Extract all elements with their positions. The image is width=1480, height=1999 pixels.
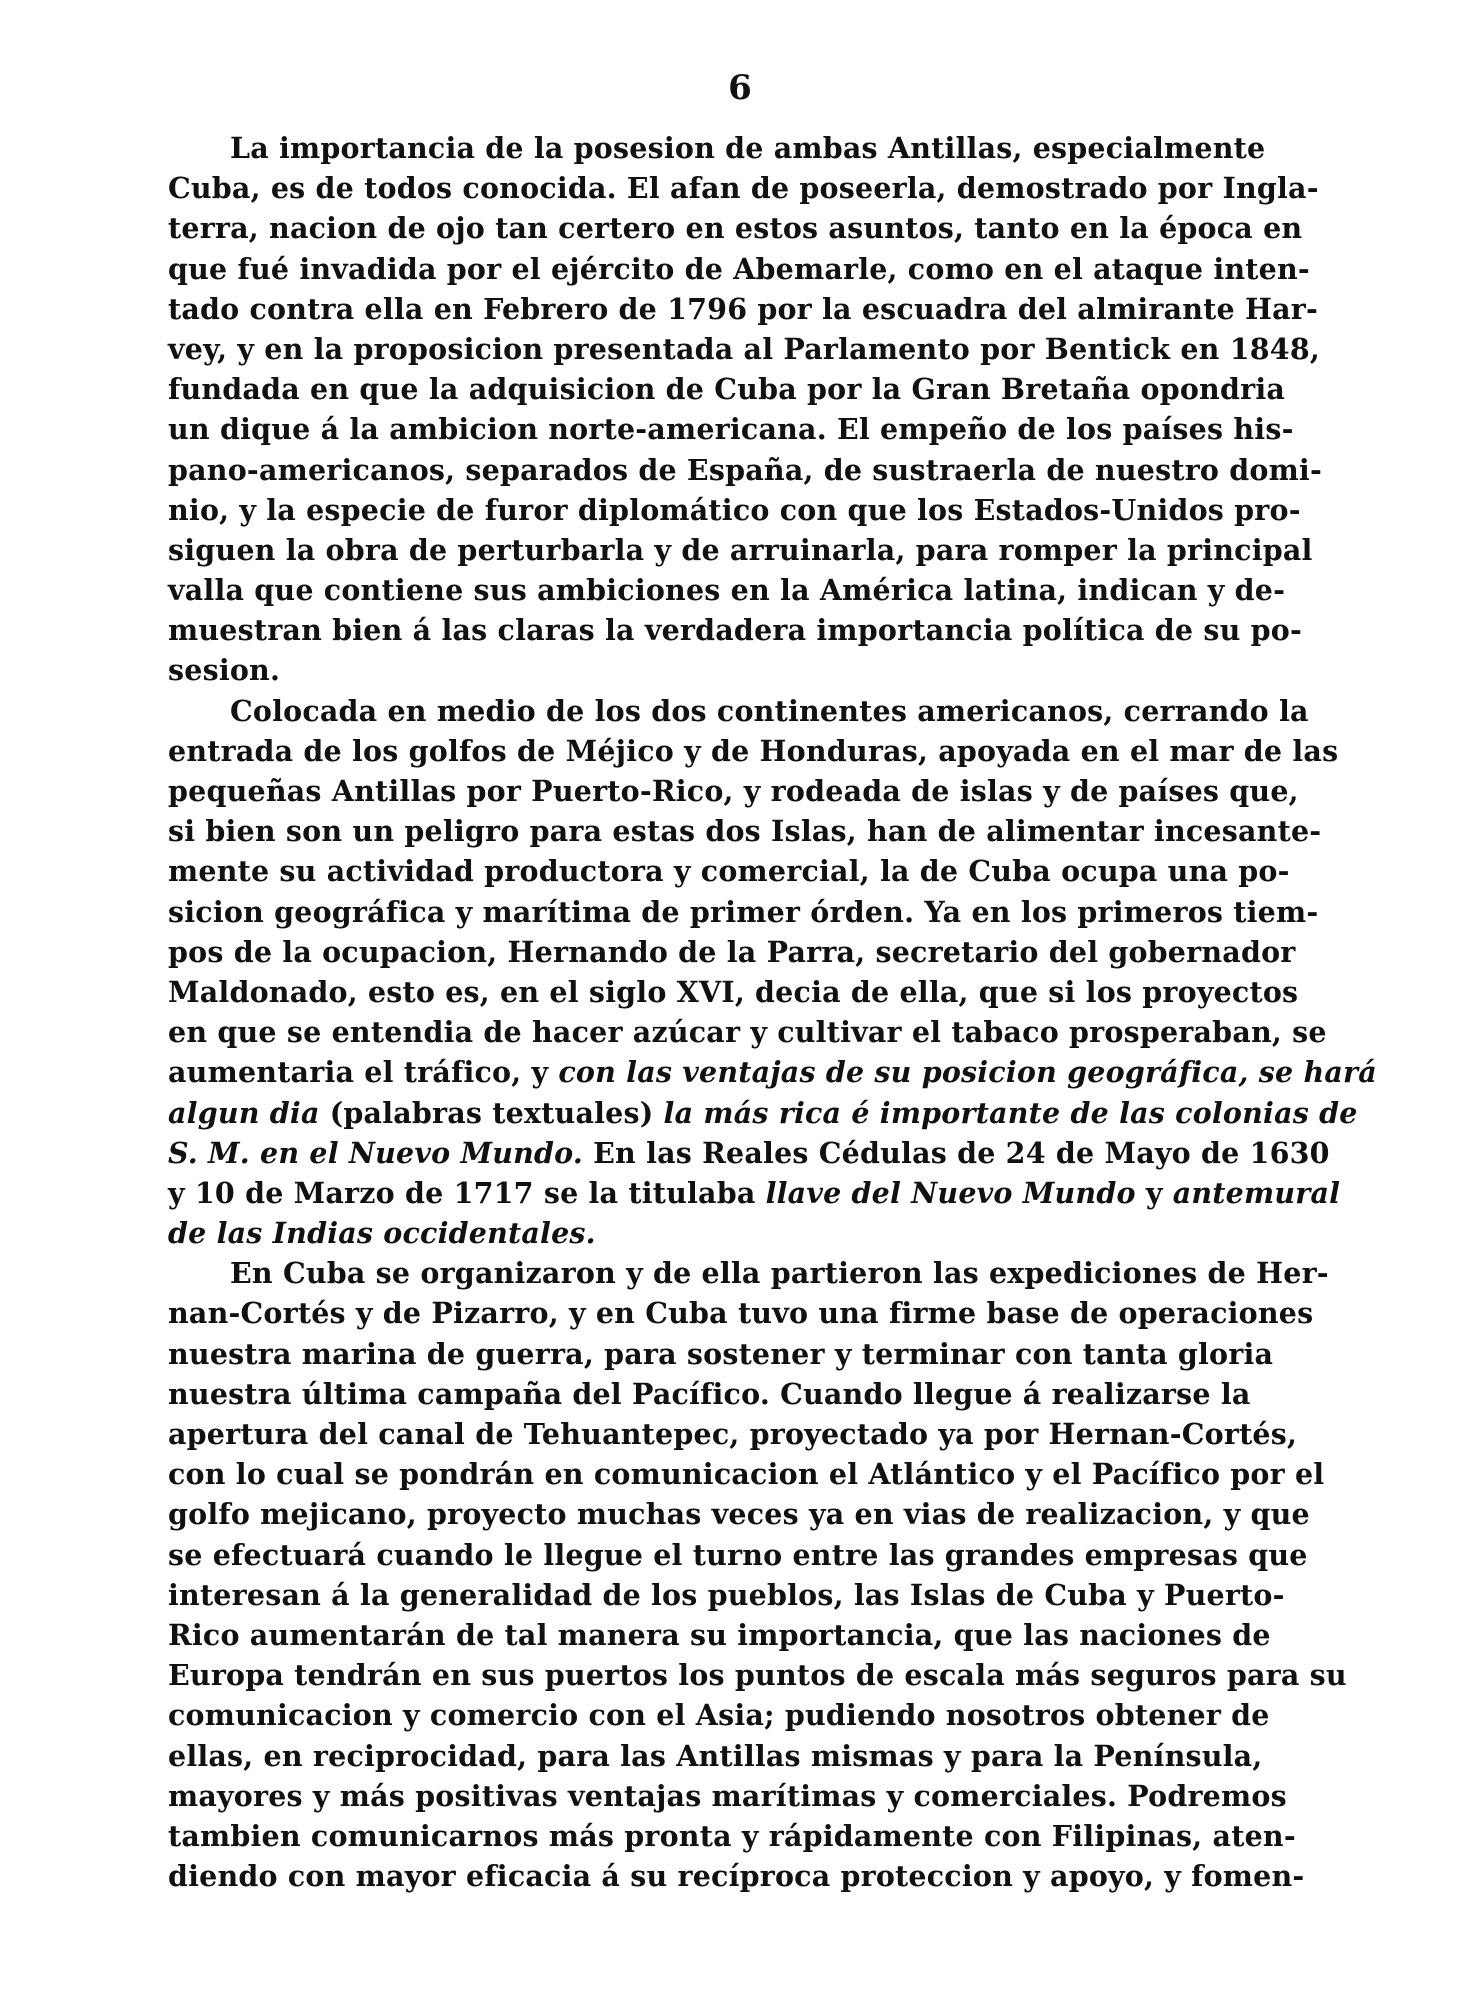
text-line: nuestra última campaña del Pacífico. Cuando llegue á realizarse la — [168, 1376, 1251, 1411]
text-line: fundada en que la adquisicion de Cuba por la Gran Bretaña opondria — [168, 372, 1286, 407]
text-line: tambien comunicarnos más pronta y rápidamente con Filipinas, aten- — [168, 1818, 1296, 1853]
text-line: un dique á la ambicion norte-americana. El empeño de los países his- — [168, 412, 1294, 447]
text-line: mente su actividad productora y comercial, la de Cuba ocupa una po- — [168, 854, 1290, 889]
text-line — [168, 1213, 1230, 1253]
text-line: sesion. — [168, 653, 281, 688]
body-text — [168, 128, 1377, 1896]
text-line — [168, 1052, 1377, 1092]
text-line: Cuba, es de todos conocida. El afan de poseerla, demostrado por Ingla- — [168, 171, 1319, 206]
text-line: pano-americanos, separados de España, de sustraerla de nuestro domi- — [168, 452, 1322, 487]
text-segment: y 10 de Marzo de 1717 se la titulaba — [168, 1175, 766, 1210]
text-line: Colocada en medio de los dos continentes americanos, cerrando la — [230, 693, 1309, 728]
text-line: nio, y la especie de furor diplomático con que los Estados-Unidos pro- — [168, 492, 1301, 527]
paragraph — [168, 691, 1377, 1254]
italic-segment: S. M. en el Nuevo Mundo. — [168, 1135, 584, 1170]
text-line: pos de la ocupacion, Hernando de la Parra, secretario del gobernador — [168, 934, 1296, 969]
text-line: apertura del canal de Tehuantepec, proyectado ya por Hernan-Cortés, — [168, 1417, 1298, 1451]
text-line: golfo mejicano, proyecto muchas veces ya en vias de realizacion, y que — [168, 1497, 1310, 1532]
text-line: tado contra ella en Febrero de 1796 por la escuadra del almirante Har- — [168, 291, 1319, 326]
text-line: sicion geográfica y marítima de primer órden. Ya en los primeros tiem- — [168, 894, 1319, 929]
text-line — [168, 1173, 1341, 1213]
text-line: En Cuba se organizaron y de ella partieron las expediciones de Her- — [230, 1256, 1329, 1291]
text-segment: aumentaria el tráfico, y — [168, 1055, 559, 1090]
text-line: pequeñas Antillas por Puerto-Rico, y rodeada de islas y de países que, — [168, 774, 1299, 808]
text-line: entrada de los golfos de Méjico y de Honduras, apoyada en el mar de las — [168, 733, 1339, 768]
italic-segment: llave del Nuevo Mundo — [765, 1175, 1136, 1210]
text-line: Rico aumentarán de tal manera su importancia, que las naciones de — [168, 1617, 1271, 1652]
text-line — [168, 1093, 1358, 1133]
text-line: se efectuará cuando le llegue el turno entre las grandes empresas que — [168, 1537, 1308, 1572]
page-number: 6 — [728, 68, 752, 108]
text-segment: En las Reales Cédulas de 24 de Mayo de 1630 — [583, 1135, 1330, 1170]
text-line: nuestra marina de guerra, para sostener y terminar con tanta gloria — [168, 1336, 1274, 1371]
text-line: muestran bien á las claras la verdadera importancia política de su po- — [168, 613, 1303, 648]
text-line: interesan á la generalidad de los pueblos, las Islas de Cuba y Puerto- — [168, 1577, 1285, 1612]
paragraph — [168, 1253, 1347, 1896]
italic-segment: con las ventajas de su posicion geográfica, se hará — [558, 1055, 1377, 1090]
text-line: nan-Cortés y de Pizarro, y en Cuba tuvo una firme base de operaciones — [168, 1296, 1314, 1331]
text-line: comunicacion y comercio con el Asia; pudiendo nosotros obtener de — [168, 1698, 1270, 1733]
text-line: vey, y en la proposicion presentada al Parlamento por Bentick en 1848, — [168, 331, 1320, 366]
paragraph — [168, 128, 1322, 691]
text-line: terra, nacion de ojo tan certero en estos asuntos, tanto en la época en — [168, 211, 1303, 246]
text-line: Europa tendrán en sus puertos los puntos de escala más seguros para su — [168, 1658, 1347, 1693]
text-line: ellas, en reciprocidad, para las Antillas mismas y para la Península, — [168, 1738, 1263, 1773]
text-line: con lo cual se pondrán en comunicacion el Atlántico y el Pacífico por el — [168, 1457, 1325, 1492]
text-line: La importancia de la posesion de ambas Antillas, especialmente — [230, 131, 1266, 165]
text-line: en que se entendia de hacer azúcar y cultivar el tabaco prosperaban, se — [168, 1015, 1327, 1050]
italic-segment: de las Indias occidentales. — [168, 1216, 596, 1251]
italic-segment: algun dia — [168, 1095, 320, 1130]
italic-segment: antemural — [1172, 1175, 1341, 1210]
text-segment: (palabras textuales) — [319, 1095, 664, 1130]
text-line: Maldonado, esto es, en el siglo XVI, decia de ella, que si los proyectos — [168, 974, 1299, 1009]
text-line: valla que contiene sus ambiciones en la América latina, indican y de- — [168, 573, 1286, 608]
text-segment: y — [1135, 1175, 1173, 1210]
text-line: si bien son un peligro para estas dos Islas, han de alimentar incesante- — [168, 814, 1322, 849]
italic-segment: la más rica é importante de las colonias de — [663, 1095, 1358, 1130]
text-line: mayores y más positivas ventajas marítimas y comerciales. Podremos — [168, 1778, 1287, 1813]
text-line: que fué invadida por el ejército de Abemarle, como en el ataque inten- — [168, 251, 1310, 286]
text-line: siguen la obra de perturbarla y de arruinarla, para romper la principal — [168, 532, 1313, 567]
text-line — [168, 1133, 1330, 1173]
text-line: diendo con mayor eficacia á su recíproca proteccion y apoyo, y fomen- — [168, 1859, 1305, 1894]
